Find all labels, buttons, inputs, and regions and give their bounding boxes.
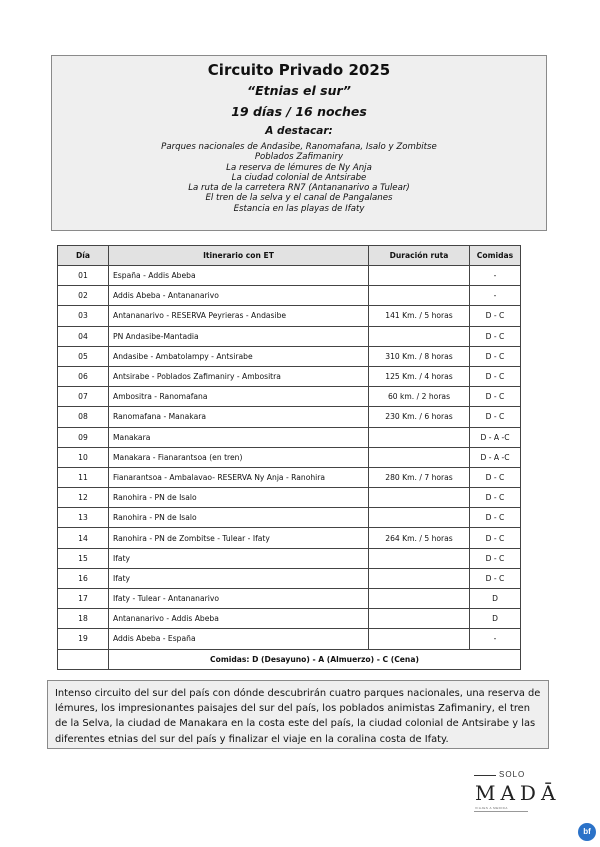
meals-cell: D - C bbox=[470, 528, 521, 548]
day-cell: 09 bbox=[58, 427, 109, 447]
duration-cell bbox=[369, 609, 470, 629]
route-cell: Ambositra - Ranomafana bbox=[109, 387, 369, 407]
logo-tagline: VIAJES A MEDIDA bbox=[475, 806, 508, 810]
duration-cell bbox=[369, 447, 470, 467]
day-cell: 06 bbox=[58, 366, 109, 386]
route-cell: Andasibe - Ambatolampy - Antsirabe bbox=[109, 346, 369, 366]
duration-cell bbox=[369, 629, 470, 649]
itinerary-body bbox=[58, 266, 521, 650]
duration-cell: 230 Km. / 6 horas bbox=[369, 407, 470, 427]
day-cell: 15 bbox=[58, 548, 109, 568]
table-header-row bbox=[58, 246, 521, 266]
table-row bbox=[58, 528, 521, 548]
highlight-item: El tren de la selva y el canal de Pangalanes bbox=[205, 193, 393, 204]
route-cell: Fianarantsoa - Ambalavao- RESERVA Ny Anja - Ranohira bbox=[109, 467, 369, 487]
highlight-item: La ciudad colonial de Antsirabe bbox=[231, 172, 367, 183]
column-header-day: Día bbox=[58, 246, 109, 266]
table-footer-row bbox=[58, 649, 521, 669]
logo-top-word: SOLO bbox=[499, 770, 526, 779]
table-row bbox=[58, 286, 521, 306]
table-row bbox=[58, 488, 521, 508]
table-row bbox=[58, 407, 521, 427]
logo-main-word: MADĀ bbox=[475, 781, 561, 805]
meals-cell: D - C bbox=[470, 387, 521, 407]
highlights-list bbox=[52, 142, 546, 214]
meals-cell: - bbox=[470, 286, 521, 306]
duration-cell bbox=[369, 568, 470, 588]
day-cell: 02 bbox=[58, 286, 109, 306]
route-cell: Addis Abeba - Antananarivo bbox=[109, 286, 369, 306]
meals-cell: D bbox=[470, 609, 521, 629]
table-row bbox=[58, 387, 521, 407]
meals-cell: D - A -C bbox=[470, 427, 521, 447]
meals-cell: D - C bbox=[470, 508, 521, 528]
meals-cell: D bbox=[470, 589, 521, 609]
day-cell: 07 bbox=[58, 387, 109, 407]
column-header-meals: Comidas bbox=[470, 246, 521, 266]
table-row bbox=[58, 589, 521, 609]
route-cell: Ranohira - PN de Isalo bbox=[109, 508, 369, 528]
day-cell: 08 bbox=[58, 407, 109, 427]
logo-rule bbox=[474, 775, 496, 776]
meals-cell: - bbox=[470, 266, 521, 286]
circuit-duration: 19 días / 16 noches bbox=[231, 104, 367, 119]
day-cell: 03 bbox=[58, 306, 109, 326]
day-cell: 18 bbox=[58, 609, 109, 629]
highlight-item: La ruta de la carretera RN7 (Antananarivo a Tulear) bbox=[188, 183, 410, 194]
circuit-subtitle: “Etnias el sur” bbox=[247, 83, 351, 98]
column-header-duration: Duración ruta bbox=[369, 246, 470, 266]
duration-cell: 141 Km. / 5 horas bbox=[369, 306, 470, 326]
page-title: Circuito Privado 2025 bbox=[207, 61, 391, 79]
table-row bbox=[58, 447, 521, 467]
route-cell: Antsirabe - Poblados Zafimaniry - Ambositra bbox=[109, 366, 369, 386]
table-row bbox=[58, 629, 521, 649]
circuit-description: Intenso circuito del sur del país con dónde descubrirán cuatro parques nacionales, una reserva de lémures, los impresionantes paisajes del sur del país, los poblados animistas Zafimaniry, el tren de la Selva, la ciudad de Manakara en la costa este del país, la ciudad colonial de Antsirabe y las diferentes etnias del sur del país y finalizar el viaje en la coralina costa de Ifaty. bbox=[47, 680, 549, 749]
day-cell: 05 bbox=[58, 346, 109, 366]
itinerary-table bbox=[57, 245, 521, 670]
solo-mada-logo bbox=[474, 768, 561, 824]
duration-cell bbox=[369, 589, 470, 609]
duration-cell bbox=[369, 508, 470, 528]
route-cell: Ifaty bbox=[109, 568, 369, 588]
meals-cell: D - A -C bbox=[470, 447, 521, 467]
duration-cell bbox=[369, 266, 470, 286]
day-cell: 14 bbox=[58, 528, 109, 548]
day-cell: 16 bbox=[58, 568, 109, 588]
meals-cell: D - C bbox=[470, 548, 521, 568]
duration-cell: 60 km. / 2 horas bbox=[369, 387, 470, 407]
table-row bbox=[58, 548, 521, 568]
meals-cell: D - C bbox=[470, 407, 521, 427]
meals-cell: D - C bbox=[470, 346, 521, 366]
duration-cell: 310 Km. / 8 horas bbox=[369, 346, 470, 366]
header-box bbox=[51, 55, 547, 231]
route-cell: Antananarivo - RESERVA Peyrieras - Andasibe bbox=[109, 306, 369, 326]
duration-cell: 280 Km. / 7 horas bbox=[369, 467, 470, 487]
route-cell: España - Addis Abeba bbox=[109, 266, 369, 286]
table-row bbox=[58, 609, 521, 629]
route-cell: Ranohira - PN de Zombitse - Tulear - Ifaty bbox=[109, 528, 369, 548]
meals-legend: Comidas: D (Desayuno) - A (Almuerzo) - C (Cena) bbox=[109, 649, 521, 669]
table-row bbox=[58, 568, 521, 588]
table-row bbox=[58, 266, 521, 286]
day-cell: 01 bbox=[58, 266, 109, 286]
meals-cell: - bbox=[470, 629, 521, 649]
highlight-item: Estancia en las playas de Ifaty bbox=[233, 203, 365, 214]
duration-cell bbox=[369, 427, 470, 447]
meals-cell: D - C bbox=[470, 488, 521, 508]
meals-cell: D - C bbox=[470, 326, 521, 346]
highlight-item: Poblados Zafimaniry bbox=[254, 152, 344, 163]
table-row bbox=[58, 427, 521, 447]
route-cell: Ifaty bbox=[109, 548, 369, 568]
highlights-title: A destacar: bbox=[265, 125, 333, 137]
day-cell: 12 bbox=[58, 488, 109, 508]
table-row bbox=[58, 508, 521, 528]
route-cell: PN Andasibe-Mantadia bbox=[109, 326, 369, 346]
table-row bbox=[58, 346, 521, 366]
day-cell: 10 bbox=[58, 447, 109, 467]
column-header-itinerary: Itinerario con ET bbox=[109, 246, 369, 266]
duration-cell bbox=[369, 326, 470, 346]
highlight-item: La reserva de lémures de Ny Anja bbox=[226, 162, 372, 173]
meals-cell: D - C bbox=[470, 568, 521, 588]
route-cell: Ifaty - Tulear - Antananarivo bbox=[109, 589, 369, 609]
route-cell: Manakara bbox=[109, 427, 369, 447]
route-cell: Addis Abeba - España bbox=[109, 629, 369, 649]
footer-empty-cell bbox=[58, 649, 109, 669]
day-cell: 19 bbox=[58, 629, 109, 649]
meals-cell: D - C bbox=[470, 366, 521, 386]
meals-cell: D - C bbox=[470, 467, 521, 487]
route-cell: Antananarivo - Addis Abeba bbox=[109, 609, 369, 629]
table-row bbox=[58, 326, 521, 346]
bf-badge-icon[interactable]: bf bbox=[578, 823, 596, 841]
day-cell: 11 bbox=[58, 467, 109, 487]
highlight-item: Parques nacionales de Andasibe, Ranomafana, Isalo y Zombitse bbox=[161, 142, 437, 152]
meals-cell: D - C bbox=[470, 306, 521, 326]
duration-cell: 125 Km. / 4 horas bbox=[369, 366, 470, 386]
route-cell: Ranohira - PN de Isalo bbox=[109, 488, 369, 508]
table-row bbox=[58, 467, 521, 487]
day-cell: 04 bbox=[58, 326, 109, 346]
route-cell: Ranomafana - Manakara bbox=[109, 407, 369, 427]
duration-cell bbox=[369, 286, 470, 306]
day-cell: 17 bbox=[58, 589, 109, 609]
duration-cell bbox=[369, 548, 470, 568]
duration-cell: 264 Km. / 5 horas bbox=[369, 528, 470, 548]
day-cell: 13 bbox=[58, 508, 109, 528]
logo-underline bbox=[474, 811, 528, 812]
table-row bbox=[58, 366, 521, 386]
duration-cell bbox=[369, 488, 470, 508]
table-row bbox=[58, 306, 521, 326]
route-cell: Manakara - Fianarantsoa (en tren) bbox=[109, 447, 369, 467]
